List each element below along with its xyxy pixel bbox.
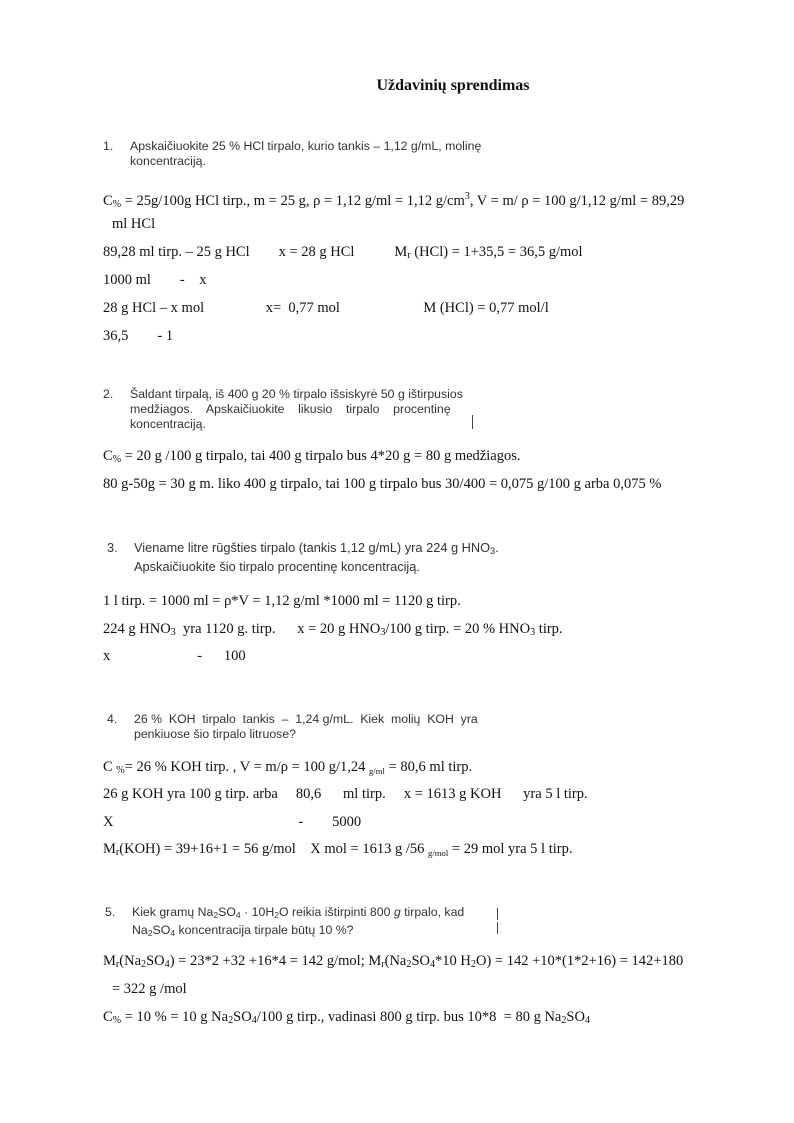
task-1-number: 1. xyxy=(103,139,114,153)
task-4-text: 26 % KOH tirpalo tankis – 1,24 g/mL. Kiek molių KOH yra penkiuose šio tirpalo litruose? xyxy=(134,712,478,741)
task-1-line-6: 36,5 - 1 xyxy=(103,328,174,344)
task-1-line-1: $C_{\%} = 25g/100g$ HCl tirp., m = 25 g, ρ = 1,12 g/ml = 1,12 $g/cm^3$, V = m/ ρ = 100 g/1,12 g/ml = 89,29 xyxy=(103,191,685,210)
task-3-line-3: x - 100 xyxy=(103,648,246,664)
task-1-line-4: 1000 ml - x xyxy=(103,272,207,288)
task-4-line-1: C $_{\%}$= 26 % KOH tirp. , V = m/ρ = 100 g/1,24 $_{g/ml}$ = 80,6 ml tirp. xyxy=(103,759,473,776)
task-5-line-1: $M_r(Na_2SO_4) = 23*2 +32 +16*4 = 142$ g/mol; $M_r(Na_2SO_4*10$ $H_2O) = 142 +10*(1*2+16) = 142+180$ xyxy=(103,953,684,970)
task-2-text: Šaldant tirpalą, iš 400 g 20 % tirpalo išsiskyrė 50 g ištirpusios medžiagos. Apskaičiuokite likusio tirpalo procentinę koncentraciją. xyxy=(130,387,463,431)
task-1-line-5: 28 g HCl – x mol x= 0,77 mol M (HCl) = 0,77 mol/l xyxy=(103,300,549,316)
task-2-number: 2. xyxy=(103,387,114,401)
page-title: Uždavinių sprendimas xyxy=(376,77,530,94)
task-5-line-2: = 322 g /mol xyxy=(112,981,187,997)
task-5-number: 5. xyxy=(105,905,116,919)
task-2-line-1: $C_{\%} = 20$ g /100 g tirpalo, tai 400 g tirpalo bus 4*20 g = 80 g medžiagos. xyxy=(103,448,521,465)
task-4-number: 4. xyxy=(107,712,118,726)
task-5-line-3: $C_{\%} = 10$ % = 10 g $Na_2SO_4/100$ g tirp., vadinasi 800 g tirp. bus 10*8 = 80 g $Na_2SO_4$ xyxy=(103,1009,591,1026)
task-4-line-3: X - 5000 xyxy=(103,814,362,830)
task-3-text: Viename litre rūgšties tirpalo (tankis 1,12 g/mL) yra 224 g $HNO_3$. Apskaičiuokite šio tirpalo procentinę koncentraciją. xyxy=(134,540,499,574)
task-3-line-2: 224 g $HNO_3$ yra 1120 g. tirp. x = 20 g $HNO_3/100$ g tirp. = 20 % $HNO_3$ tirp. xyxy=(103,621,563,638)
task-3-line-1: 1 l tirp. = 1000 ml = ρ*V = 1,12 g/ml *1000 ml = 1120 g tirp. xyxy=(103,593,461,609)
scan-mark xyxy=(497,922,498,934)
task-1-line-2: ml HCl xyxy=(112,216,156,232)
scan-mark xyxy=(472,415,473,429)
task-2-line-2: 80 g-50g = 30 g m. liko 400 g tirpalo, tai 100 g tirpalo bus 30/400 = 0,075 g/100 g arba 0,075 % xyxy=(103,476,662,492)
task-5-text: Kiek gramų $Na_2SO_4 \cdot 10H_2O$ reikia ištirpinti 800 g tirpalo, kad $Na_2SO_4$ koncentracija tirpale būtų 10 %? xyxy=(132,905,465,938)
task-1-text: Apskaičiuokite 25 % HCl tirpalo, kurio tankis – 1,12 g/mL, molinę koncentraciją. xyxy=(130,139,482,168)
scan-mark xyxy=(497,908,498,920)
task-3-number: 3. xyxy=(107,540,118,555)
task-4-line-2: 26 g KOH yra 100 g tirp. arba 80,6 ml tirp. x = 1613 g KOH yra 5 l tirp. xyxy=(103,786,588,802)
task-1-line-3: 89,28 ml tirp. – 25 g HCl x = 28 g HCl $M_r$ (HCl) = 1+35,5 = 36,5 g/mol xyxy=(103,244,583,261)
task-4-line-4: $M_r(KOH) = 39+16+1 = 56$ g/mol X mol = 1613 g /56 $_{g/mol}$ = 29 mol yra 5 l tirp. xyxy=(103,841,573,858)
